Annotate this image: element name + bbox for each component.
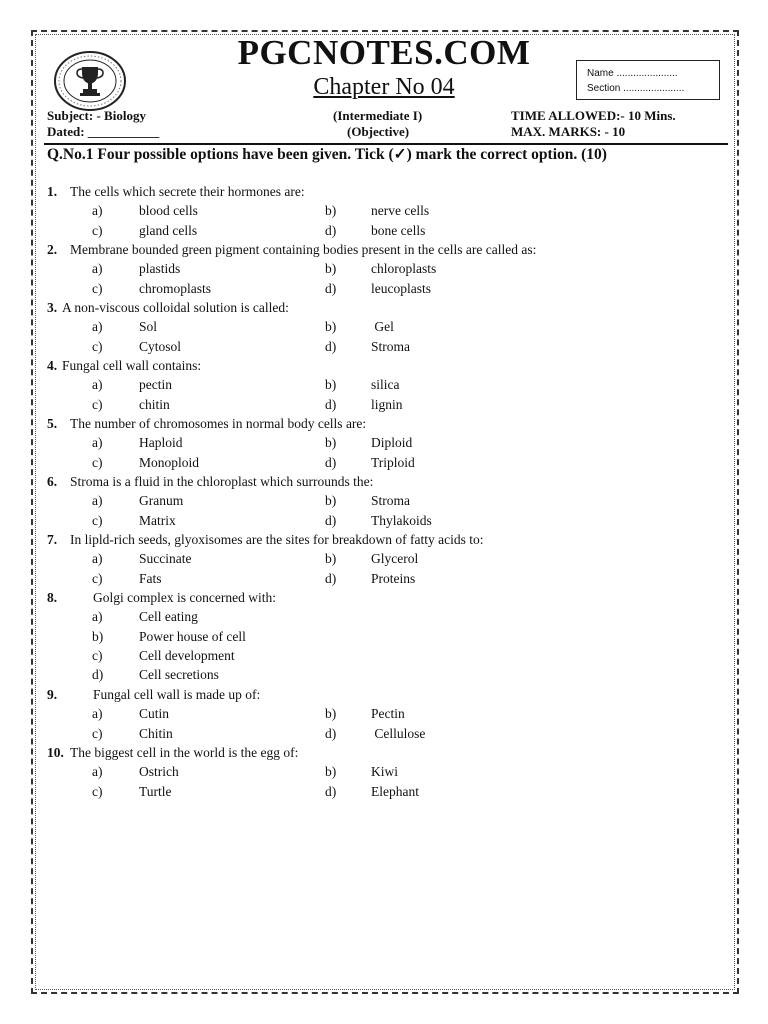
site-title: PGCNOTES.COM xyxy=(237,33,531,72)
question-text: Fungal cell wall contains: xyxy=(62,358,202,373)
question-text: The biggest cell in the world is the egg of: xyxy=(70,745,299,760)
option-letter: b) xyxy=(325,551,337,567)
option-text[interactable]: pectin xyxy=(139,377,172,393)
option-letter: a) xyxy=(92,203,103,219)
option-letter: c) xyxy=(92,222,103,238)
option-letter: d) xyxy=(325,280,337,296)
question-number: 7. xyxy=(47,532,58,547)
option-letter: d) xyxy=(325,396,337,412)
option-text[interactable]: Succinate xyxy=(139,551,192,567)
option-text[interactable]: chromoplasts xyxy=(139,280,211,296)
option-text[interactable]: chitin xyxy=(139,396,170,412)
question-number: 5. xyxy=(47,416,58,431)
question-4 xyxy=(47,358,202,374)
option-letter: a) xyxy=(92,377,103,393)
option-letter: c) xyxy=(92,570,103,586)
option-text[interactable]: Cutin xyxy=(139,706,170,722)
option-text[interactable]: Proteins xyxy=(371,570,416,586)
question-text: The cells which secrete their hormones are: xyxy=(70,184,305,199)
option-letter: d) xyxy=(325,783,337,799)
option-letter: d) xyxy=(325,454,337,470)
question-number: 3. xyxy=(47,300,58,315)
option-letter: d) xyxy=(325,512,337,528)
question-2 xyxy=(47,242,537,258)
option-letter: a) xyxy=(92,609,103,625)
paper-type: (Objective) xyxy=(347,124,410,139)
option-letter: d) xyxy=(325,725,337,741)
option-text[interactable]: gland cells xyxy=(139,222,198,238)
question-number: 8. xyxy=(47,590,58,605)
question-1 xyxy=(47,184,305,200)
question-6 xyxy=(47,474,374,490)
option-text[interactable]: Sol xyxy=(139,319,158,335)
option-letter: a) xyxy=(92,261,103,277)
option-letter: b) xyxy=(325,706,337,722)
option-letter: b) xyxy=(325,261,337,277)
option-text[interactable]: leucoplasts xyxy=(371,280,431,296)
option-letter: a) xyxy=(92,764,103,780)
section-field: Section ...................... xyxy=(587,83,685,94)
question-10 xyxy=(47,745,299,761)
option-letter: a) xyxy=(92,706,103,722)
question-text: Fungal cell wall is made up of: xyxy=(93,687,261,702)
option-letter: a) xyxy=(92,493,103,509)
time-allowed: TIME ALLOWED:- 10 Mins. xyxy=(511,108,676,123)
question-text: In lipld-rich seeds, glyoxisomes are the sites for breakdown of fatty acids to: xyxy=(70,532,484,547)
question-3 xyxy=(47,300,289,316)
question-text: Stroma is a fluid in the chloroplast which surrounds the: xyxy=(70,474,374,489)
option-text[interactable]: Ostrich xyxy=(139,764,179,780)
option-text[interactable]: Cell eating xyxy=(139,609,198,625)
question-number: 10. xyxy=(47,745,64,760)
option-letter: a) xyxy=(92,551,103,567)
question-8 xyxy=(47,590,276,606)
option-text[interactable]: Haploid xyxy=(139,435,183,451)
option-text[interactable]: Fats xyxy=(139,570,162,586)
option-text[interactable]: Kiwi xyxy=(371,764,398,780)
option-letter: c) xyxy=(92,338,103,354)
question-7 xyxy=(47,532,484,548)
chapter-title: Chapter No 04 xyxy=(313,74,455,100)
option-letter: d) xyxy=(325,338,337,354)
question-text: Golgi complex is concerned with: xyxy=(93,590,276,605)
option-letter: b) xyxy=(325,493,337,509)
option-text[interactable]: Stroma xyxy=(371,493,410,509)
option-text[interactable]: Triploid xyxy=(371,454,415,470)
level: (Intermediate I) xyxy=(333,108,423,123)
question-number: 9. xyxy=(47,687,58,702)
question-number: 4. xyxy=(47,358,58,373)
question-5 xyxy=(47,416,367,432)
option-letter: b) xyxy=(325,764,337,780)
option-text[interactable]: Power house of cell xyxy=(139,628,246,644)
option-text[interactable]: Monoploid xyxy=(139,454,200,470)
option-text[interactable]: Turtle xyxy=(139,783,172,799)
option-text[interactable]: Cytosol xyxy=(139,338,182,354)
option-text[interactable]: Glycerol xyxy=(371,551,419,567)
option-letter: a) xyxy=(92,319,103,335)
question-number: 2. xyxy=(47,242,58,257)
option-letter: c) xyxy=(92,396,103,412)
question-text: A non-viscous colloidal solution is called: xyxy=(62,300,289,315)
option-letter: d) xyxy=(325,570,337,586)
option-letter: c) xyxy=(92,647,103,663)
dated: Dated: ___________ xyxy=(47,124,160,139)
question-9 xyxy=(47,687,261,703)
option-text[interactable]: Granum xyxy=(139,493,184,509)
option-letter: c) xyxy=(92,725,103,741)
option-letter: a) xyxy=(92,435,103,451)
option-text[interactable]: Cell development xyxy=(139,647,235,663)
option-letter: b) xyxy=(325,377,337,393)
option-letter: d) xyxy=(325,222,337,238)
question-number: 6. xyxy=(47,474,58,489)
option-letter: c) xyxy=(92,783,103,799)
option-text[interactable]: Cellulose xyxy=(371,725,426,741)
option-text[interactable]: Cell secretions xyxy=(139,667,219,683)
instruction: Q.No.1 Four possible options have been given. Tick (✓) mark the correct option. (10) xyxy=(47,146,607,163)
option-text[interactable]: Pectin xyxy=(371,706,405,722)
question-text: The number of chromosomes in normal body cells are: xyxy=(70,416,367,431)
option-text[interactable]: Matrix xyxy=(139,512,176,528)
option-letter: b) xyxy=(325,319,337,335)
option-letter: c) xyxy=(92,512,103,528)
option-text[interactable]: chloroplasts xyxy=(371,261,437,277)
option-text[interactable]: bone cells xyxy=(371,222,426,238)
option-letter: d) xyxy=(92,667,104,683)
max-marks: MAX. MARKS: - 10 xyxy=(511,124,626,139)
option-letter: b) xyxy=(325,435,337,451)
option-text[interactable]: nerve cells xyxy=(371,203,430,219)
subject: Subject: - Biology xyxy=(47,108,146,123)
option-text[interactable]: Thylakoids xyxy=(371,512,432,528)
option-text[interactable]: Stroma xyxy=(371,338,410,354)
question-number: 1. xyxy=(47,184,58,199)
option-text[interactable]: Diploid xyxy=(371,435,413,451)
option-text[interactable]: Chitin xyxy=(139,725,173,741)
question-text: Membrane bounded green pigment containing bodies present in the cells are called as: xyxy=(70,242,537,257)
name-section-box xyxy=(576,60,720,100)
option-text[interactable]: blood cells xyxy=(139,203,198,219)
option-text[interactable]: lignin xyxy=(371,396,403,412)
option-text[interactable]: Elephant xyxy=(371,783,419,799)
option-letter: b) xyxy=(92,628,104,644)
option-letter: c) xyxy=(92,454,103,470)
option-text[interactable]: Gel xyxy=(371,319,394,335)
option-text[interactable]: silica xyxy=(371,377,400,393)
option-text[interactable]: plastids xyxy=(139,261,181,277)
option-letter: b) xyxy=(325,203,337,219)
option-letter: c) xyxy=(92,280,103,296)
name-field: Name ...................... xyxy=(587,68,678,79)
